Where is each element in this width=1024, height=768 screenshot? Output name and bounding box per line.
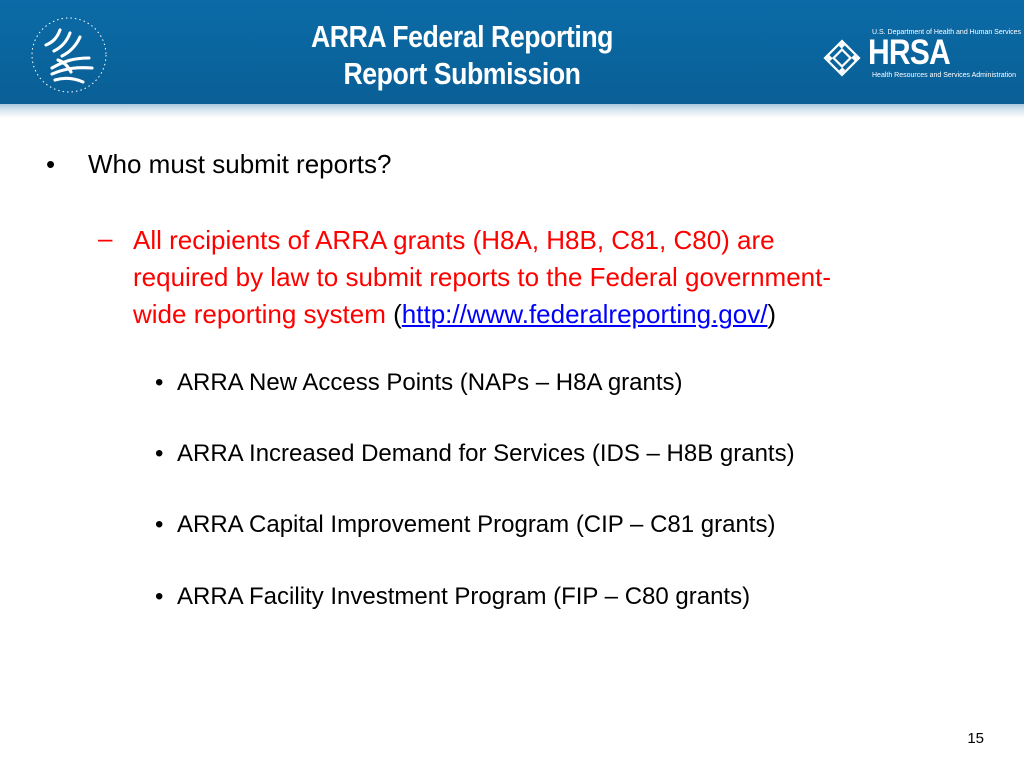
title-line-1: ARRA Federal Reporting	[310, 19, 614, 54]
level-3-bullet-fip: •	[155, 583, 164, 610]
hrsa-department-text: U.S. Department of Health and Human Services	[872, 29, 1022, 36]
level-1-bullet: •	[46, 149, 56, 179]
hrsa-agency-text: Health Resources and Services Administration	[872, 72, 1016, 79]
level-2-dash: –	[98, 223, 113, 253]
title-line-2: Report Submission	[343, 56, 581, 91]
federal-reporting-link[interactable]: http://www.federalreporting.gov/	[401, 299, 768, 329]
close-parenthesis: )	[767, 299, 777, 329]
recipients-line-1: All recipients of ARRA grants (H8A, H8B, C81, C80) are	[133, 225, 775, 255]
recipients-statement	[133, 222, 1003, 333]
grant-type-naps: ARRA New Access Points (NAPs – H8A grants)	[177, 369, 683, 396]
recipients-line-3-text: wide reporting system	[133, 299, 394, 329]
page-number: 15	[967, 730, 984, 747]
grant-type-fip: ARRA Facility Investment Program (FIP – C80 grants)	[177, 583, 751, 610]
hrsa-wordmark: HRSA	[868, 33, 950, 72]
level-3-bullet-cip: •	[155, 511, 164, 538]
level-3-bullet-ids: •	[155, 440, 164, 467]
recipients-line-2: required by law to submit reports to the Federal government-	[133, 262, 832, 292]
grant-type-cip: ARRA Capital Improvement Program (CIP – C81 grants)	[177, 511, 776, 538]
grant-type-ids: ARRA Increased Demand for Services (IDS – H8B grants)	[177, 440, 795, 467]
question-text: Who must submit reports?	[88, 149, 392, 179]
open-parenthesis: (	[393, 299, 402, 329]
recipients-line-3	[133, 296, 1003, 333]
level-3-bullet-naps: •	[155, 369, 164, 396]
